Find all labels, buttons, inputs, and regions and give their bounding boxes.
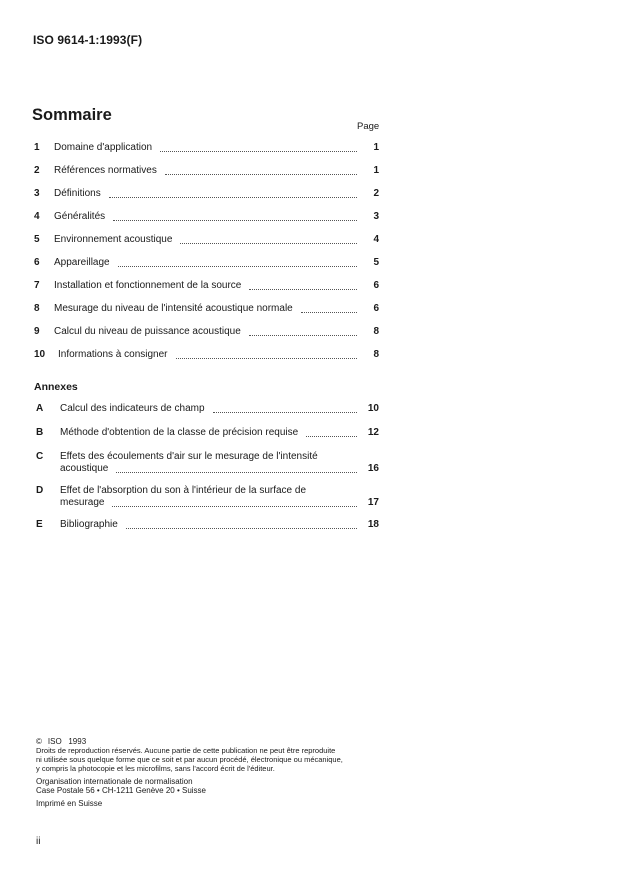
document-id: ISO 9614-1:1993(F) xyxy=(33,33,143,47)
dot-leader xyxy=(176,358,357,359)
toc-entry-page: 6 xyxy=(373,303,379,314)
annex-entry-letter: E xyxy=(36,519,43,530)
annex-entry-page: 16 xyxy=(367,463,379,474)
annex-entry-label-line1: Effets des écoulements d'air sur le mesurage de l'intensité xyxy=(60,451,318,462)
annex-entry-page: 12 xyxy=(367,427,379,438)
toc-entry-page: 3 xyxy=(373,211,379,222)
toc-entry-page: 6 xyxy=(373,280,379,291)
annex-entry-label: Méthode d'obtention de la classe de précision requise xyxy=(60,427,299,438)
toc-entry-page: 8 xyxy=(373,349,379,360)
toc-entry-page: 4 xyxy=(373,234,379,245)
toc-entry-label: Calcul du niveau de puissance acoustique xyxy=(54,326,241,337)
rights-notice-line: y compris la photocopie et les microfilms, sans l'accord écrit de l'éditeur. xyxy=(36,764,275,773)
copyright-line xyxy=(36,737,396,746)
dot-leader xyxy=(113,220,357,221)
toc-entry-number: 8 xyxy=(34,303,40,314)
annex-entry[interactable] xyxy=(36,427,379,439)
annexes-heading: Annexes xyxy=(34,381,78,393)
annex-entry-letter: C xyxy=(36,451,44,462)
organisation-address: Case Postale 56 • CH-1211 Genève 20 • Suisse xyxy=(36,786,206,795)
toc-entry-page: 1 xyxy=(373,165,379,176)
annex-entry-label: Calcul des indicateurs de champ xyxy=(60,403,205,414)
toc-entry-number: 5 xyxy=(34,234,40,245)
toc-title: Sommaire xyxy=(32,106,112,124)
toc-entry-label: Environnement acoustique xyxy=(54,234,173,245)
toc-entry-number: 7 xyxy=(34,280,40,291)
rights-notice-line: ni utilisée sous quelque forme que ce soit et par aucun procédé, électronique ou mécanique, xyxy=(36,755,343,764)
toc-entry-number: 3 xyxy=(34,188,40,199)
toc-entry[interactable] xyxy=(34,211,379,223)
annex-entry[interactable] xyxy=(36,519,379,531)
toc-entry-label: Informations à consigner xyxy=(58,349,168,360)
toc-entry[interactable] xyxy=(34,257,379,269)
toc-entry-number: 9 xyxy=(34,326,40,337)
dot-leader xyxy=(165,174,357,175)
toc-entry-number: 1 xyxy=(34,142,40,153)
toc-entry[interactable] xyxy=(34,349,379,361)
toc-entry-page: 1 xyxy=(373,142,379,153)
copyright-icon: © xyxy=(36,737,42,746)
page-column-header: Page xyxy=(357,121,380,132)
toc-entry-label: Appareillage xyxy=(54,257,110,268)
dot-leader xyxy=(126,528,357,529)
annex-entry[interactable] xyxy=(36,403,379,415)
page-number: ii xyxy=(36,836,41,847)
organisation-name: Organisation internationale de normalisation xyxy=(36,777,193,786)
annex-entry-letter: D xyxy=(36,485,44,496)
dot-leader xyxy=(112,506,357,507)
rights-notice-line: Droits de reproduction réservés. Aucune partie de cette publication ne peut être reproduite xyxy=(36,746,336,755)
copyright-footer xyxy=(36,737,396,808)
annex-entry-label-line2: acoustique xyxy=(60,463,109,474)
toc-entry-label: Généralités xyxy=(54,211,106,222)
toc-entry-label: Mesurage du niveau de l'intensité acoustique normale xyxy=(54,303,293,314)
annex-list xyxy=(36,403,379,531)
toc-list xyxy=(34,142,379,361)
dot-leader xyxy=(249,335,357,336)
dot-leader xyxy=(160,151,357,152)
dot-leader xyxy=(249,289,357,290)
toc-entry-number: 10 xyxy=(34,349,46,360)
toc-entry[interactable] xyxy=(34,303,379,315)
toc-entry-label: Références normatives xyxy=(54,165,157,176)
annex-entry-label-line1: Effet de l'absorption du son à l'intérieur de la surface de xyxy=(60,485,307,496)
toc-entry[interactable] xyxy=(34,326,379,338)
toc-entry[interactable] xyxy=(34,165,379,177)
toc-entry[interactable] xyxy=(34,280,379,292)
annex-entry-page: 10 xyxy=(367,403,379,414)
toc-entry[interactable] xyxy=(34,142,379,154)
dot-leader xyxy=(118,266,357,267)
toc-entry-number: 6 xyxy=(34,257,40,268)
annex-entry-label-line2: mesurage xyxy=(60,497,105,508)
annex-entry[interactable] xyxy=(36,451,379,475)
dot-leader xyxy=(109,197,357,198)
annex-entry[interactable] xyxy=(36,485,379,509)
annex-entry-letter: B xyxy=(36,427,44,438)
dot-leader xyxy=(180,243,357,244)
dot-leader xyxy=(213,412,357,413)
copyright-text: ISO 1993 xyxy=(47,737,87,746)
toc-entry-label: Définitions xyxy=(54,188,101,199)
annex-entry-label: Bibliographie xyxy=(60,519,118,530)
toc-entry-page: 2 xyxy=(373,188,379,199)
dot-leader xyxy=(306,436,357,437)
toc-entry[interactable] xyxy=(34,188,379,200)
toc-entry-label: Installation et fonctionnement de la source xyxy=(54,280,242,291)
annex-entry-letter: A xyxy=(36,403,44,414)
printed-in: Imprimé en Suisse xyxy=(36,799,103,808)
annex-entry-page: 18 xyxy=(367,519,379,530)
dot-leader xyxy=(116,472,357,473)
toc-entry-label: Domaine d'application xyxy=(54,142,153,153)
dot-leader xyxy=(301,312,357,313)
toc-entry-page: 8 xyxy=(373,326,379,337)
toc-entry-number: 4 xyxy=(34,211,40,222)
toc-entry[interactable] xyxy=(34,234,379,246)
annex-entry-page: 17 xyxy=(367,497,379,508)
toc-entry-page: 5 xyxy=(373,257,379,268)
toc-entry-number: 2 xyxy=(34,165,40,176)
